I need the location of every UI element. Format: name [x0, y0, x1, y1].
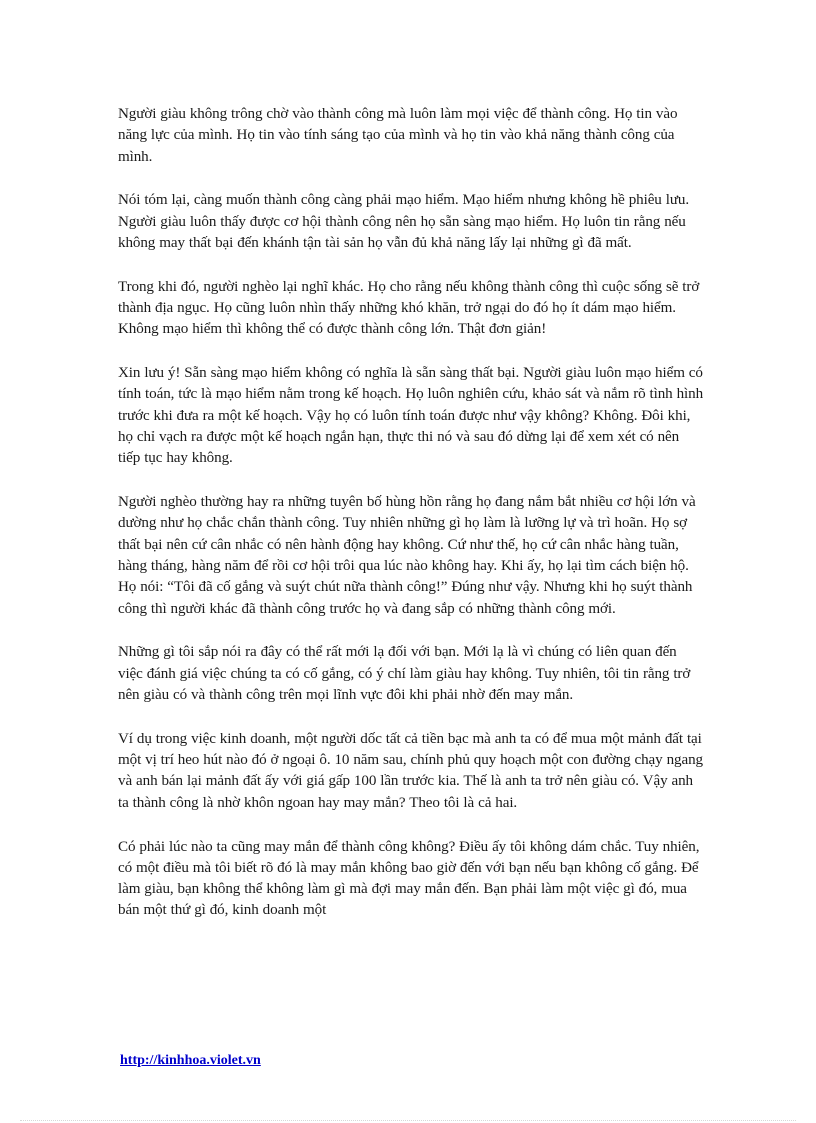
document-body	[118, 104, 704, 944]
paragraph-6: Những gì tôi sắp nói ra đây có thể rất mới lạ đối với bạn. Mới lạ là vì chúng có liên quan đến việc đánh giá việc chúng ta có cố gắng, có ý chí làm giàu hay không. Tuy nhiên, tôi tin rằng trở nên giàu có và thành công trên mọi lĩnh vực đôi khi phải nhờ đến may mắn.	[118, 644, 691, 704]
paragraph-5: Người nghèo thường hay ra những tuyên bố hùng hồn rằng họ đang nắm bắt nhiều cơ hội lớn và dường như họ chắc chắn thành công. Tuy nhiên những gì họ làm là lưỡng lự và trì hoãn. Họ sợ thất bại nên cứ cân nhắc có nên hành động hay không. Cứ như thế, họ cứ cân nhắc hàng tuần, hàng tháng, hàng năm để rồi cơ hội trôi qua lúc nào không hay. Khi ấy, họ lại tìm cách biện hộ. Họ nói: “Tôi đã cố gắng và suýt chút nữa thành công!” Đúng như vậy. Nhưng khi họ suýt thành công thì người khác đã thành công trước họ và đang sắp có những thành công mới.	[118, 494, 696, 617]
paragraph-2: Nói tóm lại, càng muốn thành công càng phải mạo hiểm. Mạo hiểm nhưng không hề phiêu lưu. Người giàu luôn thấy được cơ hội thành công nên họ sẵn sàng mạo hiểm. Họ luôn tin rằng nếu không may thất bại đến khánh tận tài sản họ vẫn đủ khả năng lấy lại những gì đã mất.	[118, 192, 690, 251]
paragraph-1: Người giàu không trông chờ vào thành công mà luôn làm mọi việc để thành công. Họ tin vào năng lực của mình. Họ tin vào tính sáng tạo của mình và họ tin vào khả năng thành công của mình.	[118, 106, 678, 165]
paragraph-4: Xin lưu ý! Sẵn sàng mạo hiểm không có nghĩa là sẵn sàng thất bại. Người giàu luôn mạo hiểm có tính toán, tức là mạo hiểm nằm trong kế hoạch. Họ luôn nghiên cứu, khảo sát và nắm rõ tình hình trước khi đưa ra một kế hoạch. Vậy họ có luôn tính toán được như vậy không? Không. Đôi khi, họ chỉ vạch ra được một kế hoạch ngắn hạn, thực thi nó và sau đó dừng lại để xem xét có nên tiếp tục hay không.	[118, 365, 704, 467]
paragraph-7: Ví dụ trong việc kinh doanh, một người dốc tất cả tiền bạc mà anh ta có để mua một mảnh đất tại một vị trí heo hút nào đó ở ngoại ô. 10 năm sau, chính phủ quy hoạch một con đường chạy ngang và anh bán lại mảnh đất ấy với giá gấp 100 lần trước kia. Thế là anh ta trở nên giàu có. Vậy anh ta thành công là nhờ khôn ngoan hay may mắn? Theo tôi là cả hai.	[118, 730, 703, 811]
footer-website-link[interactable]: http://kinhhoa.violet.vn	[120, 1053, 261, 1068]
paragraph-3: Trong khi đó, người nghèo lại nghĩ khác. Họ cho rằng nếu không thành công thì cuộc sống sẽ trở thành địa ngục. Họ cũng luôn nhìn thấy những khó khăn, trở ngại do đó họ ít dám mạo hiểm. Không mạo hiểm thì không thể có được thành công lớn. Thật đơn giản!	[118, 278, 700, 338]
page-bottom-divider	[20, 1120, 796, 1121]
paragraph-8: Có phải lúc nào ta cũng may mắn để thành công không? Điều ấy tôi không dám chắc. Tuy nhiên, có một điều mà tôi biết rõ đó là may mắn không bao giờ đến với bạn nếu bạn không cố gắng. Để làm giàu, bạn không thể không làm gì mà đợi may mắn đến. Bạn phải làm một việc gì đó, mua bán một thứ gì đó, kinh doanh một	[118, 838, 700, 919]
